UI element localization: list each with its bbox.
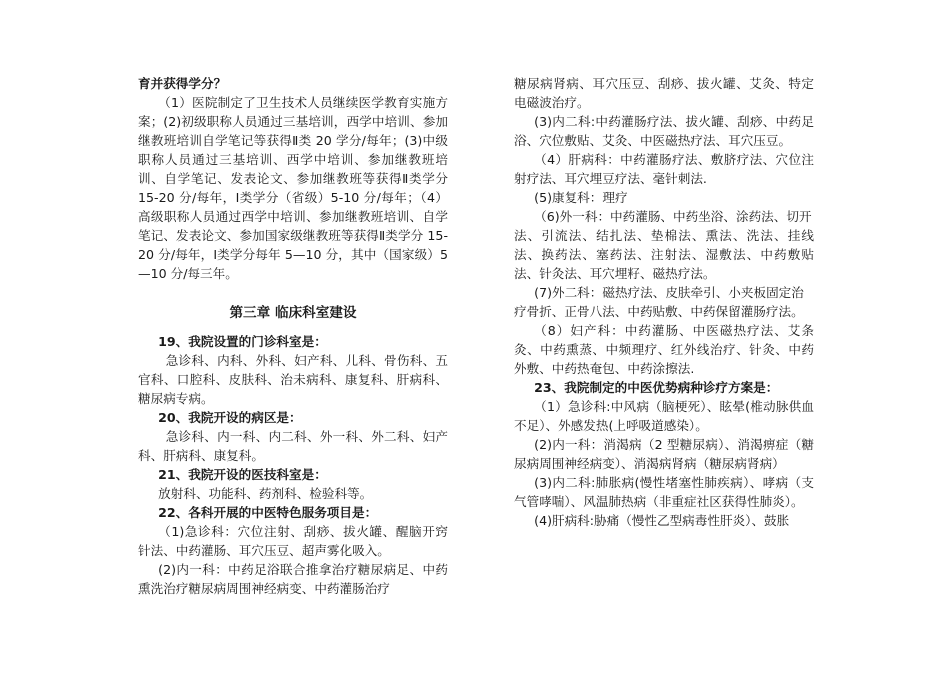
paragraph: 法、引流法、结扎法、垫棉法、熏法、洗法、挂线法、换药法、塞药法、注射法、湿敷法、中药敷贴法、针灸法、耳穴埋籽、磁热疗法。: [514, 228, 814, 281]
paragraph-heading: 育并获得学分？: [138, 76, 227, 91]
paragraph: 急诊科、内一科、内二科、外一科、外二科、妇产科、肝病科、康复科。: [138, 429, 448, 463]
chapter-title: 第三章 临床科室建设: [229, 305, 357, 321]
paragraph: (2)内一科：消渴病（2 型糖尿病）、消渴痹症（糖尿病周围神经病变）、消渴病肾病（糖尿病肾病）: [514, 437, 814, 471]
question-heading: 22、各科开展的中医特色服务项目是：: [158, 505, 378, 520]
question-heading: 19、我院设置的门诊科室是：: [158, 334, 327, 349]
paragraph: (3)内二科:肺胀病(慢性堵塞性肺疾病）、哮病（支气管哮喘）、风温肺热病（非重症社区获得性肺炎）。: [514, 475, 814, 509]
left-column: [138, 74, 448, 598]
paragraph: （6)外一科：中药灌肠、中药坐浴、涂药法、切开: [534, 209, 812, 224]
paragraph: 糖尿病肾病、耳穴压豆、刮痧、拔火罐、艾灸、特定电磁波治疗。: [514, 76, 814, 110]
paragraph: 放射科、功能科、药剂科、检验科等。: [158, 486, 373, 501]
right-column: [514, 74, 814, 530]
paragraph: (2)内一科：中药足浴联合推拿治疗糖尿病足、中药熏洗治疗糖尿病周围神经病变、中药灌肠治疗: [138, 562, 448, 596]
paragraph: （1）急诊科:中风病（脑梗死）、眩晕(椎动脉供血不足）、外感发热(上呼吸道感染）。: [514, 399, 814, 433]
paragraph: （8）妇产科：中药灌肠、中医磁热疗法、艾条灸、中药熏蒸、中频理疗、红外线治疗、针灸、中药外敷、中药热奄包、中药涂擦法.: [514, 323, 814, 376]
paragraph: (4)肝病科:胁痛（慢性乙型病毒性肝炎）、鼓胀: [534, 513, 790, 528]
paragraph: (7)外二科：磁热疗法、皮肤牵引、小夹板固定治: [534, 285, 804, 300]
paragraph: 疗骨折、正骨八法、中药贴敷、中药保留灌肠疗法。: [514, 304, 804, 319]
question-heading: 21、我院开设的医技科室是：: [158, 467, 327, 482]
paragraph: 急诊科、内科、外科、妇产科、儿科、骨伤科、五官科、口腔科、皮肤科、治未病科、康复科、肝病科、糖尿病专病。: [138, 353, 448, 406]
question-heading: 23、我院制定的中医优势病种诊疗方案是：: [534, 380, 779, 395]
paragraph: (5)康复科：理疗: [534, 190, 628, 205]
paragraph: (3)内二科:中药灌肠疗法、拔火罐、刮痧、中药足浴、穴位敷贴、艾灸、中医磁热疗法、耳穴压豆。: [514, 114, 814, 148]
paragraph: （4）肝病科：中药灌肠疗法、敷脐疗法、穴位注射疗法、耳穴埋豆疗法、毫针刺法.: [514, 152, 814, 186]
paragraph: （1)急诊科：穴位注射、刮痧、拔火罐、醒脑开窍针法、中药灌肠、耳穴压豆、超声雾化吸入。: [138, 524, 448, 558]
question-heading: 20、我院开设的病区是：: [158, 410, 302, 425]
paragraph: （1）医院制定了卫生技术人员继续医学教育实施方案；(2)初级职称人员通过三基培训，西学中培训、参加继教班培训自学笔记等获得Ⅱ类 20 学分/每年；(3)中级职称人员通过三基培训、西学中培训、参加继教班培训、自学笔记、发表论文、参加继教班等获得Ⅱ类学分 15-20 分/每年，Ⅰ类学分（省级）5-10 分/每年；（4）高级职称人员通过西学中培训、参加继教班培训、自学笔记、发表论文、参加国家级继教班等获得Ⅱ类学分 15-20 分/每年，Ⅰ类学分每年 5—10 分，其中（国家级）5—10 分/每三年。: [138, 95, 448, 281]
